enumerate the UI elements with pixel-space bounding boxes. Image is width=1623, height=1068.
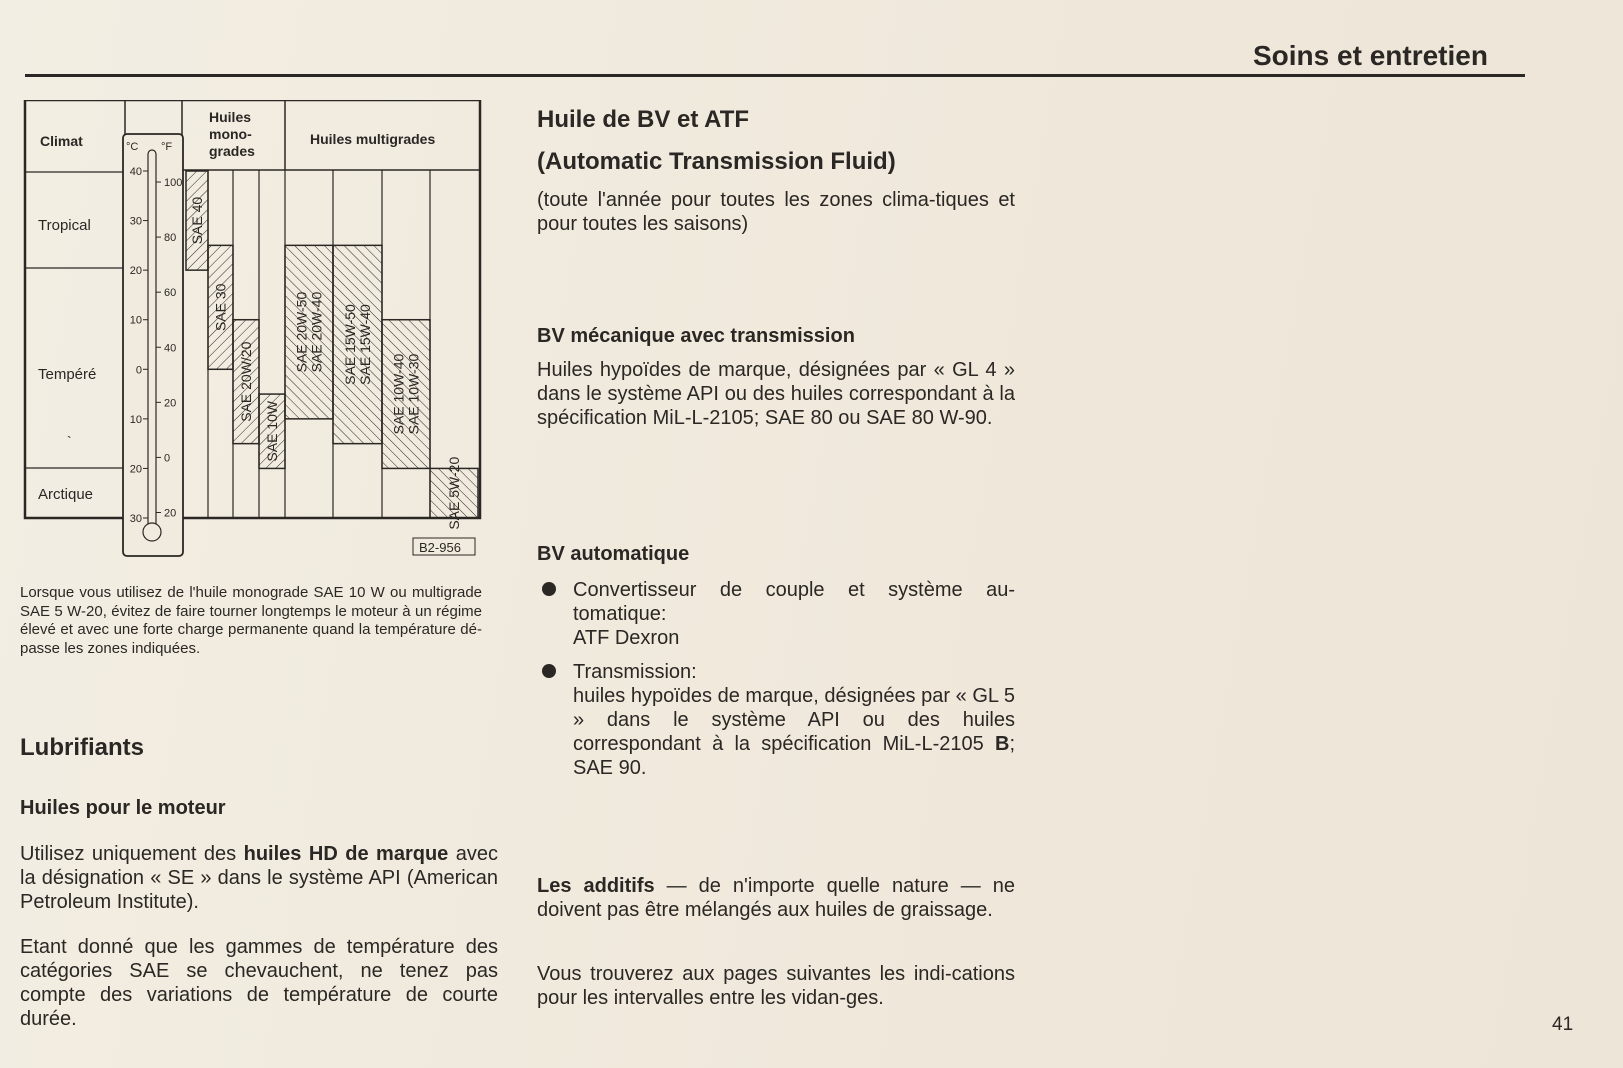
page-number: 41 xyxy=(1552,1014,1574,1035)
oil-label: SAE 20W-40 xyxy=(308,291,325,373)
lubricants-title: Lubrifiants xyxy=(20,734,144,761)
fahrenheit-tick-label: 20 xyxy=(164,507,177,520)
chart-mark: ` xyxy=(67,433,72,449)
climate-header: Climat xyxy=(40,133,83,149)
oil-label: SAE 20W-50 xyxy=(293,291,310,373)
gearbox-intro: (toute l'année pour toutes les zones clima-tiques et pour toutes les saisons) xyxy=(537,189,1015,235)
mono-header-line2: mono- xyxy=(209,126,252,142)
oil-label: SAE 10W-30 xyxy=(405,353,422,435)
oil-viscosity-chart xyxy=(20,100,500,580)
bullet-transmission: Transmission: huiles hypoïdes de marque, désignées par « GL 5 » dans le système API ou des huiles correspondant à la spécification MiL-L-2105 B; SAE 90. xyxy=(573,661,1015,779)
engine-oils-para1: Utilisez uniquement des huiles HD de marque avec la désignation « SE » dans le système API (American Petroleum Institute). xyxy=(20,843,499,913)
oil-label: SAE 30 xyxy=(212,283,229,332)
climate-zone-arctique: Arctique xyxy=(38,486,94,503)
oil-label: SAE 5W-20 xyxy=(446,456,462,530)
header-rule xyxy=(25,74,1525,77)
fahrenheit-unit: °F xyxy=(161,141,173,153)
manual-gearbox-title: BV mécanique avec transmission xyxy=(537,325,855,347)
fahrenheit-tick-label: 40 xyxy=(164,342,177,355)
engine-oils-title: Huiles pour le moteur xyxy=(20,797,226,819)
climate-zone-tempere: Tempéré xyxy=(38,366,97,383)
bullet-converter: Convertisseur de couple et système au-tomatique: ATF Dexron xyxy=(573,579,1015,649)
mono-header-line3: grades xyxy=(209,143,255,159)
automatic-gearbox-title: BV automatique xyxy=(537,543,690,565)
fahrenheit-tick-label: 80 xyxy=(164,232,177,245)
celsius-tick-label: 0 xyxy=(135,364,142,377)
figure-ref: B2-956 xyxy=(419,540,461,555)
additives-paragraph: Les additifs — de n'importe quelle nature — ne doivent pas être mélangés aux huiles de graissage. xyxy=(537,875,1015,921)
fahrenheit-tick-label: 60 xyxy=(164,287,177,300)
thermometer-bulb xyxy=(143,523,161,541)
celsius-tick-label: 30 xyxy=(129,215,142,228)
bullet-dot xyxy=(542,664,556,678)
fahrenheit-tick-label: 20 xyxy=(164,397,177,410)
chart-note: Lorsque vous utilisez de l'huile monograde SAE 10 W ou multigrade SAE 5 W-20, évitez de faire tourner longtemps le moteur à un régime élevé et avec une forte charge permanente quand la température dé-passe les zones indiquées. xyxy=(20,584,482,657)
oil-label: SAE 10W xyxy=(264,400,280,462)
celsius-unit: °C xyxy=(126,141,139,153)
section-title: Soins et entretien xyxy=(1253,40,1488,71)
fahrenheit-tick-label: 100 xyxy=(164,177,183,190)
engine-oils-para2: Etant donné que les gammes de température des catégories SAE se chevauchent, ne tenez pas compte des variations de température de courte durée. xyxy=(20,936,498,1030)
gearbox-title-line2: (Automatic Transmission Fluid) xyxy=(537,148,896,175)
multi-header: Huiles multigrades xyxy=(310,131,436,147)
fahrenheit-tick-label: 0 xyxy=(164,452,171,465)
celsius-tick-label: 30 xyxy=(129,513,142,525)
celsius-tick-label: 10 xyxy=(129,413,142,426)
celsius-tick-label: 20 xyxy=(129,265,142,278)
celsius-tick-label: 40 xyxy=(129,166,142,178)
manual-gearbox-text: Huiles hypoïdes de marque, désignées par « GL 4 » dans le système API ou des huiles correspondant à la spécification MiL-L-2105; SAE 80 ou SAE 80 W-90. xyxy=(537,359,1015,429)
climate-zone-tropical: Tropical xyxy=(38,217,91,234)
mono-header-line1: Huiles xyxy=(209,109,252,125)
oil-label: SAE 10W-40 xyxy=(390,353,407,435)
oil-label: SAE 15W-50 xyxy=(342,304,358,385)
bullet-dot xyxy=(542,582,556,596)
oil-label: SAE 20W/20 xyxy=(238,341,254,422)
oil-label: SAE 40 xyxy=(189,196,205,245)
oil-label: SAE 15W-40 xyxy=(357,304,373,385)
gearbox-title-line1: Huile de BV et ATF xyxy=(537,106,750,133)
next-pages-paragraph: Vous trouverez aux pages suivantes les indi-cations pour les intervalles entre les vidan-ges. xyxy=(537,963,1015,1009)
celsius-tick-label: 10 xyxy=(129,314,142,327)
celsius-tick-label: 20 xyxy=(129,463,142,476)
thermometer-tube xyxy=(148,150,156,528)
